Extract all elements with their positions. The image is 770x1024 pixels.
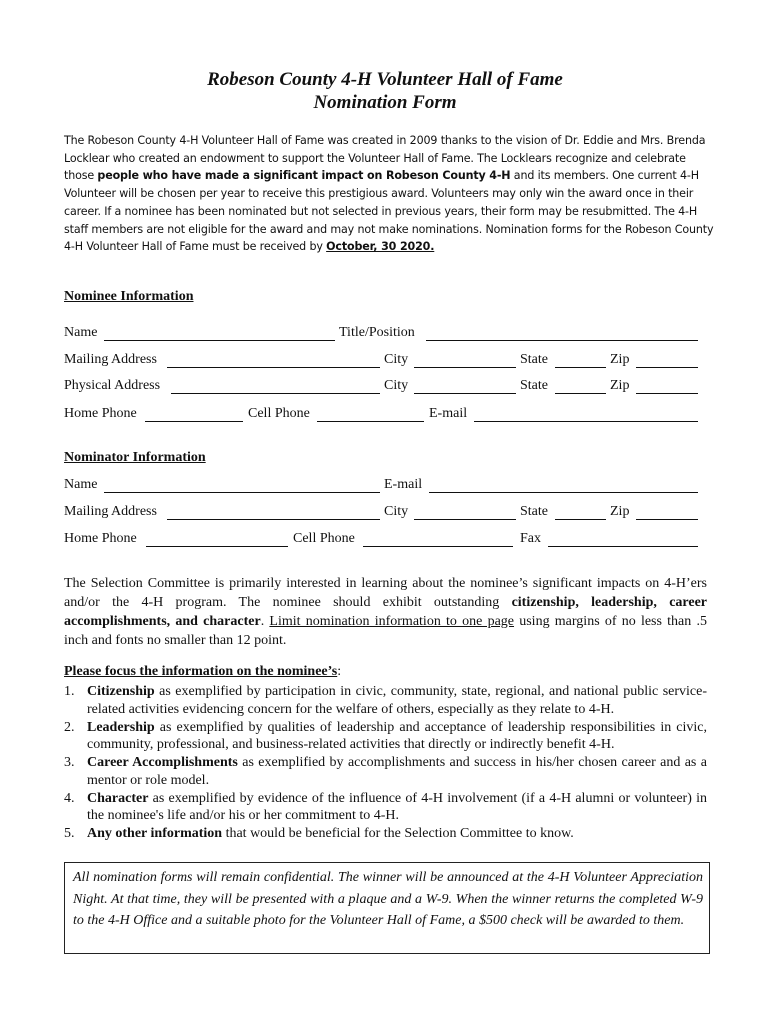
list-item <box>64 683 707 718</box>
nominee-mailing-zip-label: Zip <box>610 352 630 367</box>
nominee-physical-zip-field[interactable] <box>636 393 698 394</box>
nominee-physical-field[interactable] <box>171 393 380 394</box>
nominee-cell-phone-label: Cell Phone <box>248 406 310 421</box>
nominator-email-label: E-mail <box>384 477 423 492</box>
list-item-number: 3. <box>64 755 75 770</box>
focus-heading-text: Please focus the information on the nominee’s <box>64 664 338 679</box>
nominee-section-heading: Nominee Information <box>64 289 194 304</box>
nominator-row-name <box>64 477 700 495</box>
nominee-title-label: Title/Position <box>339 325 415 340</box>
form-subtitle: Nomination Form <box>313 92 457 113</box>
nominee-mailing-city-field[interactable] <box>414 367 516 368</box>
list-item-number: 4. <box>64 790 75 806</box>
selection-underline-text: Limit nomination information to one page <box>269 614 515 629</box>
nominator-home-phone-field[interactable] <box>146 546 288 547</box>
intro-text-2: and its members. One current 4-H Volunteer will be chosen per year to receive this prestigious award. Volunteers may only win the award once in their career. If a nominee has been nominated but not selected in previous years, their form may be resubmitted. The 4-H staff members are not eligible for the award and may not make nominations. Nomination forms for the Robeson County 4-H Volunteer Hall of Fame must be received by <box>64 169 714 254</box>
list-item <box>64 825 707 843</box>
nominee-email-label: E-mail <box>429 406 468 421</box>
nominee-email-field[interactable] <box>474 421 698 422</box>
nominee-row-mailing <box>64 352 700 370</box>
nominee-mailing-state-label: State <box>520 352 548 367</box>
nominee-title-field[interactable] <box>426 340 698 341</box>
list-item-text: as exemplified by accomplishments and success in his/her chosen career and as a mentor or role model. <box>87 755 707 788</box>
list-item-text: as exemplified by qualities of leadership and acceptance of leadership responsibilities in civic, community, professional, and business-related activities that directly or indirectly benefit 4-H. <box>87 719 707 752</box>
selection-text-3: using margins of no less than .5 inch and fonts no smaller than 12 point. <box>64 614 707 648</box>
nominator-section-heading: Nominator Information <box>64 450 206 465</box>
list-item <box>64 719 707 754</box>
focus-heading <box>64 664 341 680</box>
list-item-title: Career Accomplishments <box>87 755 238 770</box>
list-item-text: that would be beneficial for the Selection Committee to know. <box>222 826 574 841</box>
selection-text-1: The Selection Committee is primarily interested in learning about the nominee’s significant impacts on 4-H’ers and/or the 4-H program. The nominee should exhibit outstanding <box>64 576 707 610</box>
focus-list <box>64 683 707 843</box>
nominee-home-phone-field[interactable] <box>145 421 243 422</box>
confidential-notice-box: All nomination forms will remain confidential. The winner will be announced at the 4-H Volunteer Appreciation Night. At that time, they will be presented with a plaque and a W-9. When the winner returns the completed W-9 to the 4-H Office and a suitable photo for the Volunteer Hall of Fame, a $500 check will be awarded to them. <box>64 862 710 954</box>
intro-bold-text: people who have made a significant impact on Robeson County 4-H <box>97 169 511 183</box>
nominator-fax-label: Fax <box>520 531 541 546</box>
list-item <box>64 790 707 825</box>
nominator-row-mailing <box>64 504 700 522</box>
focus-heading-colon: : <box>337 664 342 679</box>
nominator-name-field[interactable] <box>104 492 380 493</box>
nominee-row-name <box>64 325 700 343</box>
list-item-title: Character <box>87 790 149 806</box>
list-item-title: Citizenship <box>87 684 155 699</box>
intro-text-1: The Robeson County 4-H Volunteer Hall of Fame was created in 2009 thanks to the vision of Dr. Eddie and Mrs. Brenda Locklear who created an endowment to support the Volunteer Hall of Fame. The Locklears recognize and celebrate those <box>64 134 706 183</box>
nominator-zip-label: Zip <box>610 504 630 519</box>
nominee-mailing-field[interactable] <box>167 367 380 368</box>
nominee-physical-city-field[interactable] <box>414 393 516 394</box>
nominator-cell-phone-field[interactable] <box>363 546 513 547</box>
list-item-number: 1. <box>64 684 75 699</box>
nominee-row-physical <box>64 378 700 396</box>
list-item-number: 2. <box>64 719 75 735</box>
selection-paragraph <box>64 574 707 650</box>
nominee-cell-phone-field[interactable] <box>317 421 424 422</box>
nominator-state-field[interactable] <box>555 519 606 520</box>
nominee-name-field[interactable] <box>104 340 335 341</box>
list-item-title: Leadership <box>87 719 155 735</box>
form-title: Robeson County 4-H Volunteer Hall of Fame <box>207 69 563 90</box>
nominee-mailing-city-label: City <box>384 352 409 367</box>
nominator-mailing-field[interactable] <box>167 519 380 520</box>
list-item-number: 5. <box>64 826 75 841</box>
nominee-physical-state-field[interactable] <box>555 393 606 394</box>
nominator-fax-field[interactable] <box>548 546 698 547</box>
list-item-title: Any other information <box>87 826 223 841</box>
intro-paragraph <box>64 132 714 256</box>
nominator-email-field[interactable] <box>429 492 698 493</box>
list-item-text: as exemplified by evidence of the influence of 4-H involvement (if a 4-H alumni or volunteer) in the nominee's life and/or his or her commitment to 4-H. <box>87 790 707 823</box>
deadline-date: October, 30 2020. <box>326 240 435 254</box>
nominator-mailing-label: Mailing Address <box>64 504 157 519</box>
nominator-home-phone-label: Home Phone <box>64 531 137 546</box>
nominee-physical-zip-label: Zip <box>610 378 630 393</box>
nominator-cell-phone-label: Cell Phone <box>293 531 355 546</box>
nominee-physical-state-label: State <box>520 378 548 393</box>
selection-bold-text: citizenship, leadership, career accomplishments, and character <box>64 595 708 629</box>
nominee-mailing-state-field[interactable] <box>555 367 606 368</box>
nominee-mailing-zip-field[interactable] <box>636 367 698 368</box>
nominator-city-field[interactable] <box>414 519 516 520</box>
nominee-name-label: Name <box>64 325 98 340</box>
nominator-row-phone <box>64 531 700 549</box>
nominee-mailing-label: Mailing Address <box>64 352 157 367</box>
nominee-home-phone-label: Home Phone <box>64 406 137 421</box>
nominee-physical-label: Physical Address <box>64 378 161 393</box>
list-item-text: as exemplified by participation in civic, community, state, regional, and national public service-related activities evidencing concern for the welfare of others, especially as they relate to 4-H. <box>87 684 707 717</box>
nominator-city-label: City <box>384 504 409 519</box>
selection-text-2: . <box>260 614 270 629</box>
nominator-name-label: Name <box>64 477 98 492</box>
list-item <box>64 754 707 789</box>
nominator-zip-field[interactable] <box>636 519 698 520</box>
nominee-row-phone <box>64 406 700 424</box>
nominee-physical-city-label: City <box>384 378 409 393</box>
nominator-state-label: State <box>520 504 548 519</box>
